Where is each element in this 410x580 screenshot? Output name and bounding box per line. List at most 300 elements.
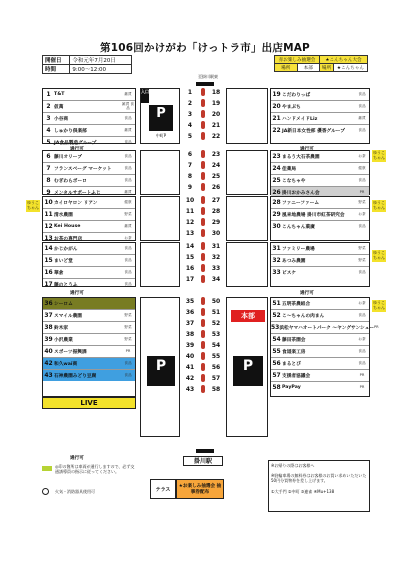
booth-category: 健康: [124, 199, 132, 204]
booth-marker-icon: [201, 363, 205, 371]
booth-number: 56: [272, 360, 281, 367]
booth-name: むぎわらボーロ: [54, 178, 87, 184]
center-booths-top: [183, 88, 223, 144]
center-right-block-2: [226, 150, 268, 195]
booth-category: PR: [359, 189, 365, 194]
booth-row: [43, 125, 135, 137]
page-title: 第106回かけがわ「けっトラ市」出店MAP: [100, 42, 310, 54]
center-booth-number: 34: [211, 276, 221, 283]
parking-name: 中町P: [155, 133, 167, 138]
center-booth-number: 53: [211, 331, 221, 338]
booth-number: 2: [46, 103, 51, 110]
booth-row: [43, 243, 135, 255]
booth-row: [271, 89, 369, 101]
booth-category: 食品: [124, 257, 132, 262]
booth-category: お茶: [124, 235, 132, 240]
center-booth-pair: [183, 330, 223, 339]
booth-category: 雑貨 食品: [122, 101, 134, 110]
booth-category: 食品: [124, 372, 132, 377]
booth-row: [271, 322, 379, 334]
center-booths-low: [183, 196, 223, 241]
booth-row: [271, 255, 369, 267]
booth-row: [43, 197, 135, 209]
road-label-3: 通行可: [70, 456, 84, 461]
center-booth-pair: [183, 196, 223, 205]
booth-row: [271, 221, 369, 232]
center-booth-number: 26: [211, 184, 221, 191]
booth-name: カイロヤロン リアン: [54, 200, 98, 206]
top-crosswalk: [196, 82, 214, 86]
booth-category: 食品: [124, 245, 132, 250]
booth-name: 小沢農業: [54, 337, 73, 343]
booth-marker-icon: [201, 183, 205, 191]
booth-category: 野菜: [124, 324, 132, 329]
center-booth-number: 10: [185, 197, 195, 204]
left-block-a: [42, 88, 136, 144]
booth-number: 14: [44, 245, 53, 252]
booth-number: 6: [46, 153, 51, 160]
booth-marker-icon: [201, 352, 205, 360]
booth-row: [43, 255, 135, 267]
center-booth-number: 11: [185, 208, 195, 215]
road-label-5: 通行可: [300, 291, 314, 296]
side-tag-1: ゆうこ ちゃん: [373, 150, 385, 160]
right-block-4: [270, 242, 370, 287]
booth-row: [43, 209, 135, 221]
booth-name: あつみ農園: [282, 258, 306, 264]
date-value: 令和元年7月20日: [70, 56, 132, 65]
booth-row: [271, 298, 369, 310]
booth-category: 食品: [358, 103, 366, 108]
booth-name: 佳薬局: [282, 166, 297, 172]
booth-name: かじかがん: [54, 246, 78, 252]
booth-name: ハンドメイドLiz: [282, 116, 318, 122]
center-left-block-3: [140, 196, 180, 241]
booth-name: スマイル農園: [54, 313, 82, 319]
booth-row: [43, 370, 135, 381]
booth-number: 22: [272, 127, 281, 134]
center-booth-number: 15: [185, 254, 195, 261]
center-booth-pair: [183, 132, 223, 141]
booth-marker-icon: [201, 253, 205, 261]
center-booth-pair: [183, 385, 223, 394]
booth-category: 野菜: [358, 257, 366, 262]
booth-number: 21: [272, 115, 281, 122]
booth-row: [271, 175, 369, 187]
booth-category: 雑貨: [124, 189, 132, 194]
center-booth-number: 56: [211, 364, 221, 371]
center-booth-number: 36: [185, 309, 195, 316]
booth-number: 31: [272, 245, 281, 252]
left-block-e: [42, 297, 136, 397]
booth-row: [271, 243, 369, 255]
legend-circle-text: 火気・消防器具使用可: [55, 489, 95, 494]
entrance-label: 入口: [141, 89, 149, 103]
booth-name: 五明茶農組合: [282, 301, 311, 307]
booth-number: 53: [271, 324, 280, 331]
center-booth-number: 20: [211, 111, 221, 118]
booth-number: 33: [272, 269, 281, 276]
booth-number: 15: [44, 257, 53, 264]
booth-category: 野菜: [124, 336, 132, 341]
booth-row: [43, 267, 135, 279]
center-booth-pair: [183, 121, 223, 130]
left-block-c: [42, 196, 136, 241]
booth-row: [43, 101, 135, 113]
booth-number: 1: [46, 91, 51, 98]
booth-number: 5: [46, 139, 51, 146]
booth-marker-icon: [201, 297, 205, 305]
booth-name: 掛川おかみさん会: [282, 190, 320, 196]
booth-number: 16: [44, 269, 53, 276]
event-name2: ★こんちゃん大会: [320, 56, 368, 64]
booth-marker-icon: [201, 374, 205, 382]
booth-number: 29: [272, 211, 281, 218]
booth-name: 仮萬: [54, 104, 64, 110]
booth-marker-icon: [201, 275, 205, 283]
event-table: [274, 55, 368, 72]
booth-name: JA新日本女性部 優香グループ: [282, 128, 345, 134]
booth-category: 野菜: [358, 199, 366, 204]
booth-name: 小谷商: [54, 116, 69, 122]
booth-row: [271, 151, 369, 163]
booth-number: 55: [272, 348, 281, 355]
booth-row: [43, 163, 135, 175]
booth-category: お茶: [358, 336, 366, 341]
right-block-2: [270, 150, 370, 195]
center-booth-number: 25: [211, 173, 221, 180]
booth-name: やまぶち: [282, 104, 301, 110]
booth-marker-icon: [201, 121, 205, 129]
booth-name: 食道楽工房: [282, 349, 306, 355]
center-booth-number: 29: [211, 219, 221, 226]
booth-row: [271, 125, 369, 136]
center-booth-number: 19: [211, 100, 221, 107]
booth-name: まいど堂: [54, 258, 73, 264]
booth-number: 10: [44, 199, 53, 206]
center-booth-pair: [183, 253, 223, 262]
booth-row: [43, 334, 135, 346]
terrace-event: ★お楽しみ抽選会 抽事券配布: [176, 479, 224, 499]
center-booth-number: 2: [187, 100, 193, 107]
booth-number: 7: [46, 165, 51, 172]
center-booth-number: 31: [211, 243, 221, 250]
booth-row: [43, 346, 135, 358]
booth-row: [271, 310, 369, 322]
center-right-block-4: [226, 242, 268, 287]
center-booth-pair: [183, 99, 223, 108]
booth-marker-icon: [201, 385, 205, 393]
center-booth-pair: [183, 341, 223, 350]
booth-number: 38: [44, 324, 53, 331]
place2-value: ★こんちゃん: [333, 64, 367, 72]
bottom-crosswalk: [196, 449, 214, 453]
booth-category: 食品: [358, 269, 366, 274]
place2-label: 場所: [320, 64, 334, 72]
booth-row: [271, 163, 369, 175]
booth-row: [271, 370, 369, 382]
center-booth-pair: [183, 183, 223, 192]
center-booth-number: 17: [185, 276, 195, 283]
center-booth-pair: [183, 374, 223, 383]
booth-category: お茶: [358, 300, 366, 305]
place-value: 本部: [297, 64, 320, 72]
booth-row: [43, 298, 135, 310]
booth-name: 浜松ヤマハオートパーク 〜ヤングサンシュー: [279, 325, 375, 331]
place-label: 場所: [275, 64, 298, 72]
booth-category: 健康: [358, 165, 366, 170]
booth-number: 36: [44, 300, 53, 307]
center-booth-number: 54: [211, 342, 221, 349]
booth-number: 39: [44, 336, 53, 343]
booth-number: 26: [272, 189, 281, 196]
center-booth-pair: [183, 161, 223, 170]
time-value: 9:00～12:00: [70, 65, 132, 74]
booth-marker-icon: [201, 330, 205, 338]
center-booths-mid: [183, 150, 223, 195]
road-label-2: 通行可: [70, 291, 84, 296]
center-booth-number: 16: [185, 265, 195, 272]
booth-category: 食品: [124, 139, 132, 144]
booth-category: 雑貨: [124, 127, 132, 132]
booth-category: PR: [374, 324, 379, 329]
booth-name: PayPay: [282, 385, 301, 390]
center-booth-pair: [183, 352, 223, 361]
center-booth-number: 13: [185, 230, 195, 237]
booth-name: まるう大石茶農園: [282, 154, 320, 160]
booth-name: こんちゃん菓廣: [282, 224, 315, 230]
booth-number: 42: [44, 360, 53, 367]
booth-row: [43, 221, 135, 233]
side-tag-5: ゆうこ ちゃん: [27, 200, 39, 210]
booth-category: PR: [125, 348, 131, 353]
booth-name: しゅかり倶楽部: [54, 128, 87, 134]
center-booth-pair: [183, 319, 223, 328]
booth-category: 野菜: [124, 312, 132, 317]
booth-name: 藤のとうふ: [54, 282, 78, 288]
center-booth-number: 41: [185, 364, 195, 371]
honbu-label: 本部: [231, 310, 265, 322]
center-booth-number: 24: [211, 162, 221, 169]
booth-category: 食品: [124, 115, 132, 120]
booth-category: 食品: [124, 165, 132, 170]
booth-category: 食品: [358, 127, 366, 132]
booth-name: 藤田茶園会: [282, 337, 306, 343]
booth-row: [271, 113, 369, 125]
booth-marker-icon: [201, 218, 205, 226]
center-booth-pair: [183, 88, 223, 97]
left-block-d: [42, 242, 136, 287]
top-direction-label: 至掛川駅東: [198, 74, 218, 79]
booth-name: シーロム: [54, 301, 73, 307]
center-booth-number: 55: [211, 353, 221, 360]
live-stage: LIVE: [42, 397, 136, 409]
booth-category: 食品: [124, 153, 132, 158]
center-right-block-5: [226, 297, 268, 437]
center-booth-number: 3: [187, 111, 193, 118]
booth-row: [43, 322, 135, 334]
center-booth-number: 7: [187, 162, 193, 169]
booth-category: PR: [359, 384, 365, 389]
side-tag-2: ゆうこ ちゃん: [373, 200, 385, 210]
center-right-block-1: [226, 88, 268, 144]
booth-number: 37: [44, 312, 53, 319]
booth-name: ファミリー農場: [282, 246, 315, 252]
booth-marker-icon: [201, 88, 205, 96]
side-tag-3: ゆうこ ちゃん: [373, 250, 385, 260]
parking-area-bottom: [140, 297, 180, 437]
booth-name: JA食品製造グループ: [54, 140, 97, 146]
booth-name: 和久wai商: [54, 361, 78, 367]
right-note-3: ①大手門 ②中町 ③連雀 ④Mu+138: [271, 489, 335, 494]
center-booth-pair: [183, 297, 223, 306]
terrace-label: テラス: [150, 479, 176, 499]
booth-category: 食品: [124, 269, 132, 274]
booth-marker-icon: [201, 150, 205, 158]
booth-row: [43, 175, 135, 187]
booth-marker-icon: [201, 319, 205, 327]
booth-number: 24: [272, 165, 281, 172]
center-booth-pair: [183, 308, 223, 317]
center-left-block-4: [140, 242, 180, 287]
booth-category: お茶: [358, 211, 366, 216]
center-booth-pair: [183, 150, 223, 159]
booth-marker-icon: [201, 110, 205, 118]
booth-number: 11: [44, 211, 53, 218]
booth-name: スポーツ振興課: [54, 349, 87, 355]
booth-name: こ〜ちゃんの肉まん: [282, 313, 325, 319]
booth-row: [43, 358, 135, 370]
booth-row: [271, 101, 369, 113]
center-booth-number: 21: [211, 122, 221, 129]
center-booth-number: 38: [185, 331, 195, 338]
booth-number: 4: [46, 127, 51, 134]
booth-number: 40: [44, 348, 53, 355]
center-booth-number: 51: [211, 309, 221, 316]
center-booth-number: 6: [187, 151, 193, 158]
booth-category: 雑貨: [124, 223, 132, 228]
booth-category: 食品: [358, 91, 366, 96]
booth-name: 鈴木家: [54, 325, 69, 331]
center-booth-number: 23: [211, 151, 221, 158]
booth-number: 51: [272, 300, 281, 307]
center-booth-number: 35: [185, 298, 195, 305]
center-booth-number: 32: [211, 254, 221, 261]
booth-number: 23: [272, 153, 281, 160]
booth-marker-icon: [201, 308, 205, 316]
center-left-block-2: [140, 150, 180, 195]
center-booth-number: 33: [211, 265, 221, 272]
center-booth-number: 18: [211, 89, 221, 96]
booth-category: 食品: [358, 312, 366, 317]
booth-number: 58: [272, 384, 281, 391]
booth-number: 13: [44, 235, 53, 242]
booth-row: [271, 197, 369, 209]
booth-category: 野菜: [358, 245, 366, 250]
right-note-2: ※駐輪車場の無料券はお客様のお買い求めいただいた50円分買物券を差し上げます。: [271, 473, 367, 483]
center-booth-number: 4: [187, 122, 193, 129]
booth-row: [43, 310, 135, 322]
booth-name: フランスベーグ マーケット: [54, 166, 112, 172]
booth-row: [271, 267, 369, 278]
booth-marker-icon: [201, 99, 205, 107]
center-booth-number: 52: [211, 320, 221, 327]
booth-marker-icon: [201, 207, 205, 215]
booth-number: 20: [272, 103, 281, 110]
booth-number: 3: [46, 115, 51, 122]
booth-name: Kei House: [54, 224, 81, 229]
right-block-3: [270, 196, 370, 241]
booth-number: 12: [44, 223, 53, 230]
booth-marker-icon: [201, 229, 205, 237]
booth-row: [43, 137, 135, 148]
center-booth-pair: [183, 229, 223, 238]
booth-name: こなちゃや: [282, 178, 306, 184]
booth-number: 25: [272, 177, 281, 184]
center-booth-number: 1: [187, 89, 193, 96]
center-booth-number: 9: [187, 184, 193, 191]
booth-number: 52: [272, 312, 281, 319]
center-right-block-3: [226, 196, 268, 241]
center-booth-pair: [183, 172, 223, 181]
booth-name: 石神農園みどり豆腐: [54, 373, 97, 379]
booth-marker-icon: [201, 341, 205, 349]
booth-number: 57: [272, 372, 281, 379]
info-table: [42, 55, 132, 74]
booth-number: 8: [46, 177, 51, 184]
booth-marker-icon: [201, 242, 205, 250]
booth-row: [271, 209, 369, 221]
center-booth-number: 22: [211, 133, 221, 140]
booth-number: 9: [46, 189, 51, 196]
center-booths-bottom: [183, 297, 223, 397]
side-tag-4: ゆうこ ちゃん: [373, 300, 385, 310]
booth-number: 30: [272, 223, 281, 230]
booth-name: ビスケ: [282, 270, 297, 276]
booth-name: 風来地農場 掛川市紅茶研究会: [282, 212, 345, 218]
center-booth-number: 50: [211, 298, 221, 305]
booth-row: [271, 382, 369, 393]
center-booth-pair: [183, 207, 223, 216]
center-booth-number: 58: [211, 386, 221, 393]
circle-icon: [42, 488, 49, 495]
right-block-1: [270, 88, 370, 144]
date-label: 開催日: [43, 56, 70, 65]
booth-name: まるとぴ: [282, 361, 301, 367]
time-label: 時間: [43, 65, 70, 74]
booth-category: 野菜: [124, 211, 132, 216]
booth-category: 食品: [124, 360, 132, 365]
parking-icon-2: P: [147, 356, 175, 386]
left-block-b: [42, 150, 136, 195]
booth-category: PR: [359, 372, 365, 377]
center-booth-number: 40: [185, 353, 195, 360]
center-booth-number: 43: [185, 386, 195, 393]
booth-category: 食品: [358, 360, 366, 365]
booth-number: 54: [272, 336, 281, 343]
booth-category: 食品: [124, 177, 132, 182]
center-booth-number: 8: [187, 173, 193, 180]
booth-row: [43, 151, 135, 163]
booth-row: [271, 358, 369, 370]
center-booth-number: 39: [185, 342, 195, 349]
booth-row: [43, 89, 135, 101]
booth-category: 食品: [358, 223, 366, 228]
booth-name: お茶の専門店: [54, 236, 83, 242]
booth-name: ファニーファーム: [282, 200, 320, 206]
center-booth-pair: [183, 110, 223, 119]
center-booth-pair: [183, 264, 223, 273]
